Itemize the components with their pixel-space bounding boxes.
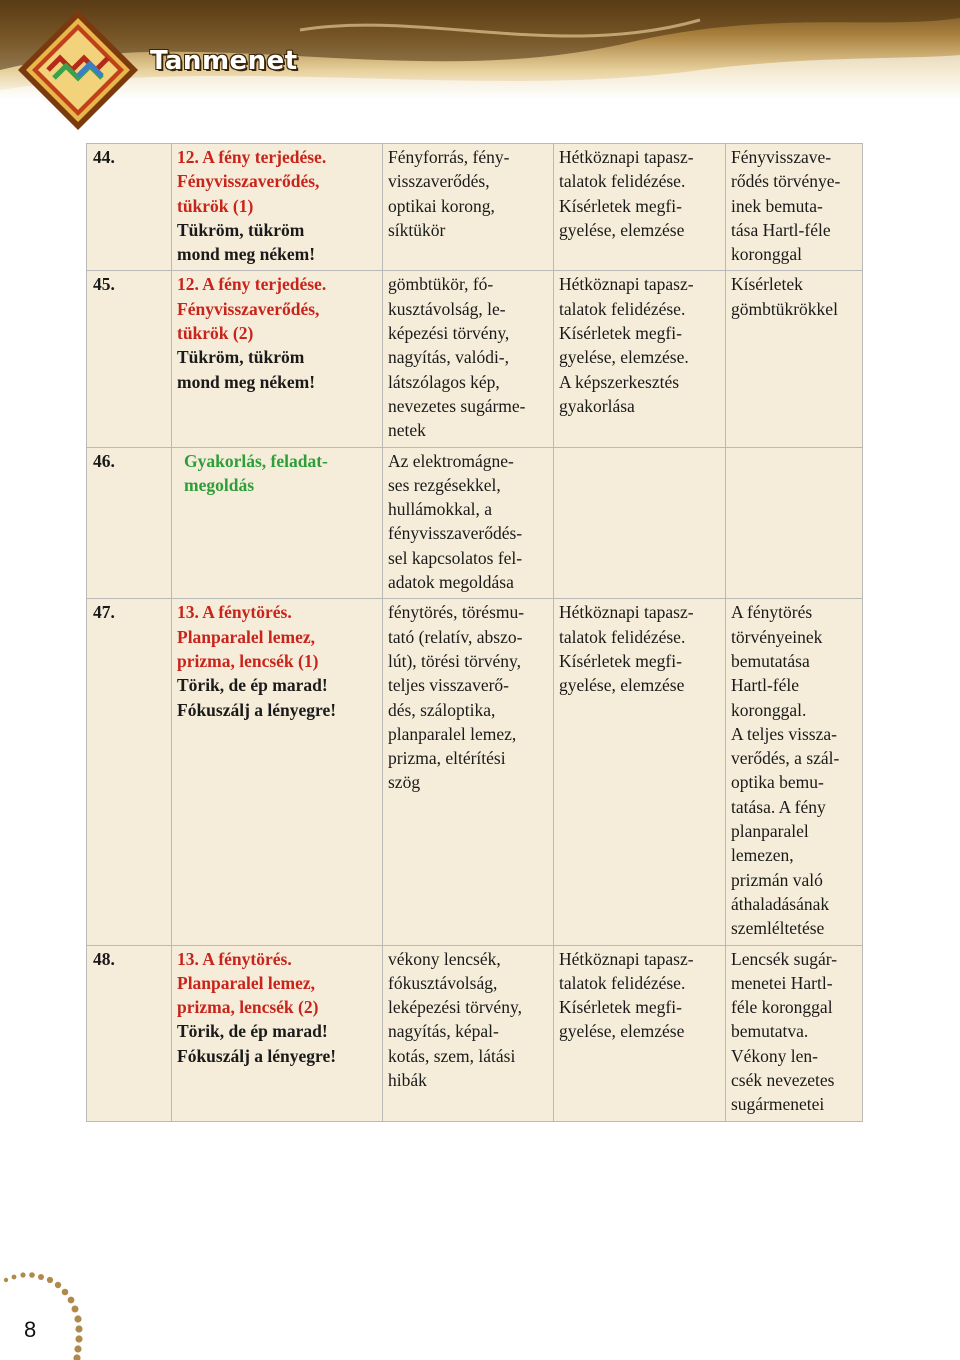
cell-line: A képszerkesztés bbox=[559, 371, 680, 392]
cell-line: leképezési törvény, bbox=[388, 997, 522, 1018]
topic-line: 13. A fénytörés. bbox=[177, 602, 292, 623]
topic-line: tükrök (1) bbox=[177, 195, 254, 216]
lesson-demonstrations bbox=[726, 144, 863, 271]
topic-line: Gyakorlás, feladat- bbox=[184, 450, 328, 471]
cell-line: Kísérletek megfi- bbox=[559, 195, 682, 216]
cell-line: lút), törési törvény, bbox=[388, 650, 522, 671]
decorative-dots bbox=[0, 1270, 110, 1360]
topic-line: 12. A fény terjedése. bbox=[177, 274, 327, 295]
table-row bbox=[87, 144, 863, 271]
cell-line: optikai korong, bbox=[388, 195, 495, 216]
lesson-concepts bbox=[383, 599, 554, 945]
lesson-number: 46. bbox=[87, 447, 172, 599]
cell-line: menetei Hartl- bbox=[731, 972, 833, 993]
topic-line: mond meg nékem! bbox=[177, 244, 316, 265]
topic-line: tükrök (2) bbox=[177, 323, 254, 344]
lesson-topic bbox=[172, 599, 383, 945]
topic-line: mond meg nékem! bbox=[177, 371, 316, 392]
cell-line: Hétköznapi tapasz- bbox=[559, 274, 694, 295]
topic-line: 12. A fény terjedése. bbox=[177, 147, 327, 167]
header-banner bbox=[0, 0, 960, 100]
cell-line: rődés törvénye- bbox=[731, 171, 841, 192]
topic-line: Tükröm, tükröm bbox=[177, 347, 305, 368]
cell-line: talatok felidézése. bbox=[559, 298, 686, 319]
cell-line: inek bemuta- bbox=[731, 195, 823, 216]
table-row bbox=[87, 945, 863, 1121]
cell-line: kotás, szem, látási bbox=[388, 1045, 516, 1066]
topic-line: 13. A fénytörés. bbox=[177, 948, 292, 969]
cell-line: talatok felidézése. bbox=[559, 626, 686, 647]
cell-line: Kísérletek bbox=[731, 274, 803, 295]
lesson-topic bbox=[172, 271, 383, 447]
banner-swirl-decoration bbox=[0, 0, 960, 100]
lesson-activities bbox=[554, 144, 726, 271]
cell-line: lemezen, bbox=[731, 845, 794, 866]
lesson-number: 48. bbox=[87, 945, 172, 1121]
cell-line: koronggal bbox=[731, 244, 802, 265]
cell-line: A fénytörés bbox=[731, 602, 813, 623]
cell-line: fókusztávolság, bbox=[388, 972, 498, 993]
lesson-concepts bbox=[383, 945, 554, 1121]
cell-line: verődés, a szál- bbox=[731, 748, 840, 769]
cell-line: planparalel lemez, bbox=[388, 723, 517, 744]
cell-line: gyakorlása bbox=[559, 395, 635, 416]
cell-line: gyelése, elemzése bbox=[559, 219, 685, 240]
lesson-demonstrations bbox=[726, 447, 863, 599]
topic-line: Tükröm, tükröm bbox=[177, 219, 305, 240]
cell-line: gyelése, elemzése. bbox=[559, 347, 689, 368]
topic-line: prizma, lencsék (2) bbox=[177, 997, 319, 1018]
cell-line: planparalel bbox=[731, 821, 809, 842]
cell-line: Vékony len- bbox=[731, 1045, 818, 1066]
lesson-concepts bbox=[383, 144, 554, 271]
lesson-number: 44. bbox=[87, 144, 172, 271]
cell-line: szög bbox=[388, 772, 421, 793]
cell-line: képezési törvény, bbox=[388, 323, 510, 344]
cell-line: gyelése, elemzése bbox=[559, 675, 685, 696]
cell-line: bemutatva. bbox=[731, 1021, 809, 1042]
lesson-activities bbox=[554, 271, 726, 447]
cell-line: síktükör bbox=[388, 219, 446, 240]
lesson-topic bbox=[172, 144, 383, 271]
cell-line: prizmán való bbox=[731, 869, 823, 890]
cell-line: kusztávolság, le- bbox=[388, 298, 506, 319]
cell-line: adatok megoldása bbox=[388, 572, 514, 593]
cell-line: fénytörés, törésmu- bbox=[388, 602, 525, 623]
lesson-demonstrations bbox=[726, 945, 863, 1121]
cell-line: szemléltetése bbox=[731, 918, 825, 939]
cell-line: bemutatása bbox=[731, 650, 810, 671]
cell-line: A teljes vissza- bbox=[731, 723, 837, 744]
page-title: Tanmenet bbox=[150, 46, 298, 76]
lesson-number: 47. bbox=[87, 599, 172, 945]
cell-line: prizma, eltérítési bbox=[388, 748, 506, 769]
lesson-concepts bbox=[383, 271, 554, 447]
topic-line: Fókuszálj a lényegre! bbox=[177, 699, 337, 720]
cell-line: tatása. A fény bbox=[731, 796, 826, 817]
cell-line: tató (relatív, abszo- bbox=[388, 626, 523, 647]
curriculum-table bbox=[86, 143, 863, 1122]
lesson-activities bbox=[554, 447, 726, 599]
cell-line: hibák bbox=[388, 1069, 427, 1090]
cell-line: ses rezgésekkel, bbox=[388, 474, 501, 495]
cell-line: fényvisszaverődés- bbox=[388, 523, 523, 544]
cell-line: Fényvisszave- bbox=[731, 147, 832, 167]
cell-line: Hartl-féle bbox=[731, 675, 800, 696]
lesson-number: 45. bbox=[87, 271, 172, 447]
topic-line: Fényvisszaverődés, bbox=[177, 298, 320, 319]
cell-line: talatok felidézése. bbox=[559, 972, 686, 993]
topic-line: Törik, de ép marad! bbox=[177, 1021, 328, 1042]
page-number: 8 bbox=[24, 1317, 37, 1342]
topic-line: Planparalel lemez, bbox=[177, 972, 316, 993]
lesson-demonstrations bbox=[726, 599, 863, 945]
cell-line: Kísérletek megfi- bbox=[559, 997, 682, 1018]
cell-line: Hétköznapi tapasz- bbox=[559, 147, 694, 167]
topic-line: Törik, de ép marad! bbox=[177, 675, 328, 696]
cell-line: Az elektromágne- bbox=[388, 450, 514, 471]
cell-line: dés, száloptika, bbox=[388, 699, 496, 720]
cell-line: nagyítás, képal- bbox=[388, 1021, 499, 1042]
topic-line: Planparalel lemez, bbox=[177, 626, 316, 647]
cell-line: talatok felidézése. bbox=[559, 171, 686, 192]
table-row bbox=[87, 271, 863, 447]
lesson-demonstrations bbox=[726, 271, 863, 447]
lesson-activities bbox=[554, 945, 726, 1121]
lesson-topic bbox=[172, 447, 383, 599]
cell-line: vékony lencsék, bbox=[388, 948, 501, 969]
table-row bbox=[87, 599, 863, 945]
cell-line: gyelése, elemzése bbox=[559, 1021, 685, 1042]
cell-line: gömbtükrökkel bbox=[731, 298, 838, 319]
cell-line: visszaverődés, bbox=[388, 171, 490, 192]
cell-line: koronggal. bbox=[731, 699, 807, 720]
cell-line: gömbtükör, fó- bbox=[388, 274, 494, 295]
cell-line: sugármenetei bbox=[731, 1094, 825, 1115]
topic-line: prizma, lencsék (1) bbox=[177, 650, 319, 671]
cell-line: optika bemu- bbox=[731, 772, 824, 793]
table-row bbox=[87, 447, 863, 599]
lesson-activities bbox=[554, 599, 726, 945]
cell-line: áthaladásának bbox=[731, 893, 830, 914]
cell-line: csék nevezetes bbox=[731, 1069, 835, 1090]
topic-line: Fényvisszaverődés, bbox=[177, 171, 320, 192]
cell-line: féle koronggal bbox=[731, 997, 833, 1018]
lesson-topic bbox=[172, 945, 383, 1121]
lesson-concepts bbox=[383, 447, 554, 599]
logo-diamond-icon bbox=[14, 6, 142, 134]
cell-line: tása Hartl-féle bbox=[731, 219, 831, 240]
cell-line: hullámokkal, a bbox=[388, 499, 493, 520]
cell-line: Lencsék sugár- bbox=[731, 948, 838, 969]
cell-line: látszólagos kép, bbox=[388, 371, 500, 392]
cell-line: Hétköznapi tapasz- bbox=[559, 602, 694, 623]
cell-line: nagyítás, valódi-, bbox=[388, 347, 510, 368]
cell-line: Hétköznapi tapasz- bbox=[559, 948, 694, 969]
cell-line: sel kapcsolatos fel- bbox=[388, 547, 523, 568]
cell-line: Fényforrás, fény- bbox=[388, 147, 510, 167]
cell-line: netek bbox=[388, 420, 426, 441]
topic-line: megoldás bbox=[184, 474, 254, 495]
cell-line: Kísérletek megfi- bbox=[559, 323, 682, 344]
cell-line: teljes visszaverő- bbox=[388, 675, 509, 696]
cell-line: Kísérletek megfi- bbox=[559, 650, 682, 671]
curriculum-table-body bbox=[87, 144, 863, 1122]
topic-line: Fókuszálj a lényegre! bbox=[177, 1045, 337, 1066]
cell-line: nevezetes sugárme- bbox=[388, 395, 526, 416]
cell-line: törvényeinek bbox=[731, 626, 823, 647]
